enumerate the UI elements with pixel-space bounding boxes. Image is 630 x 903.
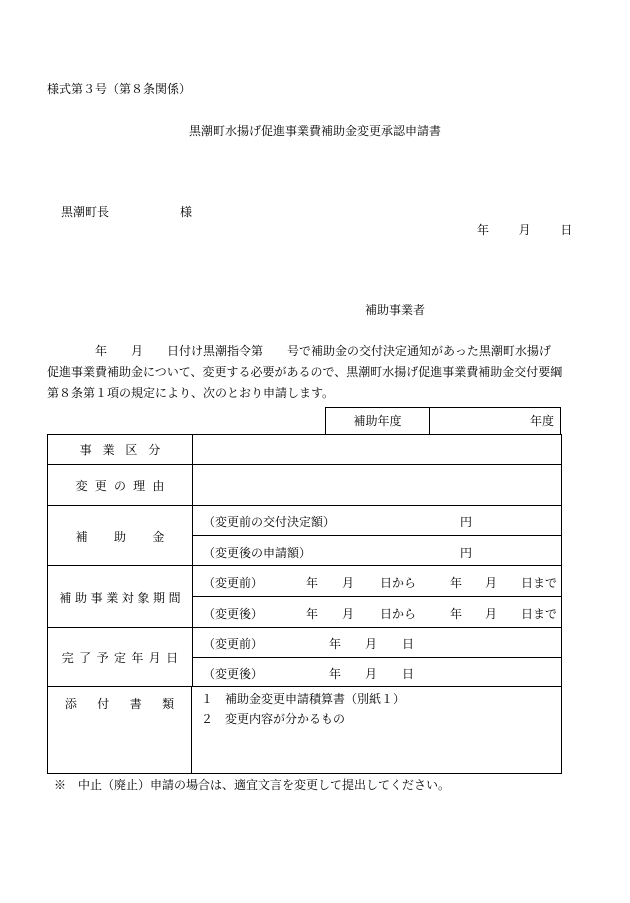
applicant-label: 補助事業者 xyxy=(365,303,426,317)
attachments-label: 添付書類 xyxy=(48,687,192,774)
period-after-start-year: 年 xyxy=(306,607,319,621)
completion-after-month: 月 xyxy=(365,667,378,681)
period-after-end-year: 年 xyxy=(450,607,463,621)
period-after-start-month: 月 xyxy=(342,607,355,621)
date-day: 日 xyxy=(560,223,573,237)
form-number: 様式第３号（第８条関係） xyxy=(47,82,192,96)
subsidy-before-row[interactable] xyxy=(192,506,561,535)
business-category-field[interactable] xyxy=(192,435,561,464)
completion-before-day: 日 xyxy=(402,637,415,651)
subsidy-label: 補助金 xyxy=(48,506,193,566)
period-before-row[interactable] xyxy=(192,566,561,596)
row-reason xyxy=(48,464,561,506)
subsidy-year-field[interactable]: 年度 xyxy=(529,414,554,428)
subsidy-before-unit: 円 xyxy=(460,515,473,529)
period-before-start-month: 月 xyxy=(342,576,355,590)
row-subsidy xyxy=(48,505,561,566)
period-before-from: 日から xyxy=(380,576,417,590)
body-line: 第８条第１項の規定により、次のとおり申請します。 xyxy=(47,386,335,400)
reason-field[interactable] xyxy=(192,465,561,506)
subsidy-before-label: （変更前の交付決定額） xyxy=(203,515,336,529)
body-line: 年 月 日付け黒潮指令第 号で補助金の交付決定通知があった黒潮町水揚げ xyxy=(47,344,551,358)
row-business-category xyxy=(48,435,561,464)
reason-label: 変更の理由 xyxy=(48,465,193,506)
document-title: 黒潮町水揚げ促進事業費補助金変更承認申請書 xyxy=(188,124,441,138)
period-label: 補助事業対象期間 xyxy=(48,566,193,628)
row-completion xyxy=(48,627,561,687)
application-body xyxy=(47,341,567,404)
period-before-start-year: 年 xyxy=(306,576,319,590)
business-category-label: 事業区分 xyxy=(48,435,193,464)
application-table xyxy=(47,434,562,774)
date-month: 月 xyxy=(518,223,531,237)
row-period xyxy=(48,565,561,628)
period-after-row[interactable] xyxy=(192,596,561,628)
completion-after-year: 年 xyxy=(329,667,342,681)
period-after-until: 日まで xyxy=(521,607,558,621)
period-after-from: 日から xyxy=(380,607,417,621)
completion-before-row[interactable] xyxy=(192,628,561,657)
subsidy-after-row[interactable] xyxy=(192,535,561,566)
period-before-label: （変更前） xyxy=(203,576,264,590)
completion-after-row[interactable] xyxy=(192,657,561,687)
row-attachments xyxy=(48,686,561,774)
period-before-end-month: 月 xyxy=(485,576,498,590)
period-after-label: （変更後） xyxy=(203,607,264,621)
period-before-end-year: 年 xyxy=(450,576,463,590)
period-after-end-month: 月 xyxy=(485,607,498,621)
attachment-item: ２ 変更内容が分かるもの xyxy=(201,712,346,726)
application-date xyxy=(477,223,572,237)
body-line: 促進事業費補助金について、変更する必要があるので、黒潮町水揚げ促進事業費補助金交付要綱 xyxy=(47,365,563,379)
completion-after-label: （変更後） xyxy=(203,667,264,681)
completion-before-label: （変更前） xyxy=(203,637,264,651)
period-before-until: 日まで xyxy=(521,576,558,590)
attachments-field[interactable] xyxy=(192,687,561,774)
date-year: 年 xyxy=(477,223,490,237)
completion-before-month: 月 xyxy=(365,637,378,651)
addressee-suffix: 様 xyxy=(180,205,193,219)
attachment-item: １ 補助金変更申請積算書（別紙１） xyxy=(201,692,406,706)
subsidy-after-unit: 円 xyxy=(460,546,473,560)
subsidy-year-box xyxy=(325,407,561,434)
completion-after-day: 日 xyxy=(402,667,415,681)
completion-label: 完了予定年月日 xyxy=(48,628,193,687)
addressee-name: 黒潮町長 xyxy=(61,205,110,219)
completion-before-year: 年 xyxy=(329,637,342,651)
subsidy-year-label: 補助年度 xyxy=(326,408,430,434)
footnote: ※ 中止（廃止）申請の場合は、適宜文言を変更して提出してください。 xyxy=(54,778,451,792)
subsidy-after-label: （変更後の申請額） xyxy=(203,546,312,560)
